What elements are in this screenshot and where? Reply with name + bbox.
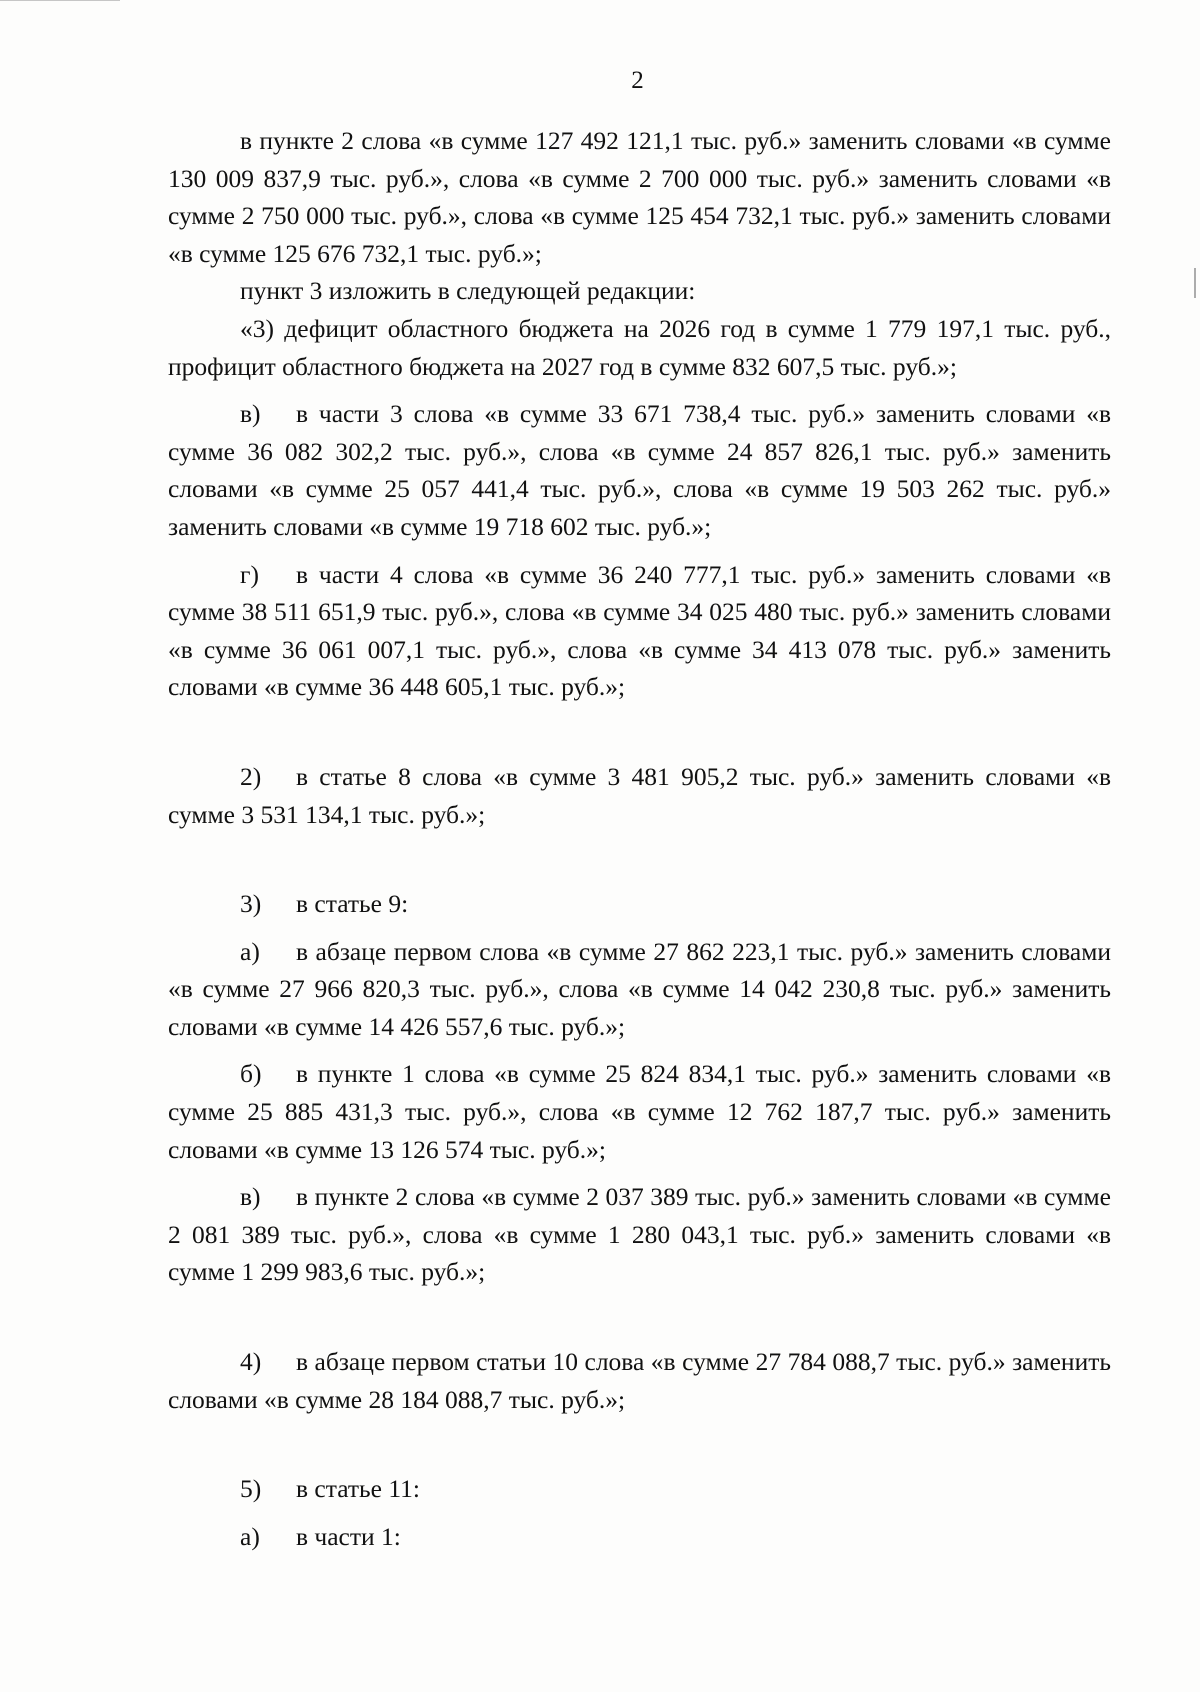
paragraph-13	[168, 1518, 1111, 1556]
paragraph-10	[168, 1178, 1111, 1291]
paragraph-marker: 5)	[240, 1474, 262, 1504]
paragraph-12	[168, 1470, 1111, 1508]
paragraph-9	[168, 1055, 1111, 1168]
paragraph-11	[168, 1343, 1111, 1418]
paragraph-4	[168, 395, 1111, 545]
paragraph-marker: 2)	[240, 761, 262, 791]
paragraph-text: «3) дефицит областного бюджета на 2026 год в сумме 1 779 197,1 тыс. руб., профицит областного бюджета на 2027 год в сумме 832 607,5 тыс. руб.»;	[168, 313, 1111, 381]
paragraph-text: в пункте 2 слова «в сумме 127 492 121,1 тыс. руб.» заменить словами «в сумме 130 009 837,9 тыс. руб.», слова «в сумме 2 700 000 тыс. руб.» заменить словами «в сумме 2 750 000 тыс. руб.», слова «в сумме 125 454 732,1 тыс. руб.» заменить словами «в сумме 125 676 732,1 тыс. руб.»;	[168, 126, 1111, 268]
scan-edge-right	[1194, 268, 1196, 298]
paragraph-text: в статье 9:	[296, 889, 409, 919]
page-number: 2	[631, 67, 644, 94]
paragraph-text: в абзаце первом статьи 10 слова «в сумме 27 784 088,7 тыс. руб.» заменить словами «в сумме 28 184 088,7 тыс. руб.»;	[168, 1347, 1111, 1414]
scan-edge-top	[0, 0, 120, 1]
paragraph-text: в статье 8 слова «в сумме 3 481 905,2 тыс. руб.» заменить словами «в сумме 3 531 134,1 тыс. руб.»;	[168, 761, 1111, 829]
paragraph-marker: 4)	[240, 1347, 262, 1377]
paragraph-marker: г)	[240, 559, 259, 589]
paragraph-8	[168, 933, 1111, 1046]
paragraph-6	[168, 758, 1111, 833]
paragraph-1	[168, 122, 1111, 272]
paragraph-text: в части 4 слова «в сумме 36 240 777,1 тыс. руб.» заменить словами «в сумме 38 511 651,9 тыс. руб.», слова «в сумме 34 025 480 тыс. руб.» заменить словами «в сумме 36 061 007,1 тыс. руб.», слова «в сумме 34 413 078 тыс. руб.» заменить словами «в сумме 36 448 605,1 тыс. руб.»;	[168, 559, 1111, 702]
paragraph-marker: а)	[240, 936, 260, 966]
paragraph-text: в абзаце первом слова «в сумме 27 862 223,1 тыс. руб.» заменить словами «в сумме 27 966 820,3 тыс. руб.», слова «в сумме 14 042 230,8 тыс. руб.» заменить словами «в сумме 14 426 557,6 тыс. руб.»;	[168, 936, 1111, 1041]
paragraph-marker: в)	[240, 399, 261, 429]
paragraph-marker: 3)	[240, 889, 262, 919]
paragraph-7	[168, 885, 1111, 923]
paragraph-text: в пункте 2 слова «в сумме 2 037 389 тыс. руб.» заменить словами «в сумме 2 081 389 тыс. руб.», слова «в сумме 1 280 043,1 тыс. руб.» заменить словами «в сумме 1 299 983,6 тыс. руб.»;	[168, 1182, 1111, 1287]
paragraph-marker: в)	[240, 1182, 261, 1212]
document-body	[168, 122, 1111, 1555]
paragraph-3	[168, 310, 1111, 385]
paragraph-text: в части 3 слова «в сумме 33 671 738,4 тыс. руб.» заменить словами «в сумме 36 082 302,2 тыс. руб.», слова «в сумме 24 857 826,1 тыс. руб.» заменить словами «в сумме 25 057 441,4 тыс. руб.», слова «в сумме 19 503 262 тыс. руб.» заменить словами «в сумме 19 718 602 тыс. руб.»;	[168, 399, 1111, 541]
paragraph-text: пункт 3 изложить в следующей редакции:	[240, 276, 696, 306]
paragraph-text: в части 1:	[296, 1521, 401, 1551]
paragraph-text: в пункте 1 слова «в сумме 25 824 834,1 тыс. руб.» заменить словами «в сумме 25 885 431,3 тыс. руб.», слова «в сумме 12 762 187,7 тыс. руб.» заменить словами «в сумме 13 126 574 тыс. руб.»;	[168, 1059, 1111, 1164]
paragraph-marker: а)	[240, 1521, 260, 1551]
paragraph-5	[168, 556, 1111, 706]
paragraph-marker: б)	[240, 1059, 262, 1089]
paragraph-text: в статье 11:	[296, 1474, 420, 1504]
paragraph-2	[168, 272, 1111, 310]
